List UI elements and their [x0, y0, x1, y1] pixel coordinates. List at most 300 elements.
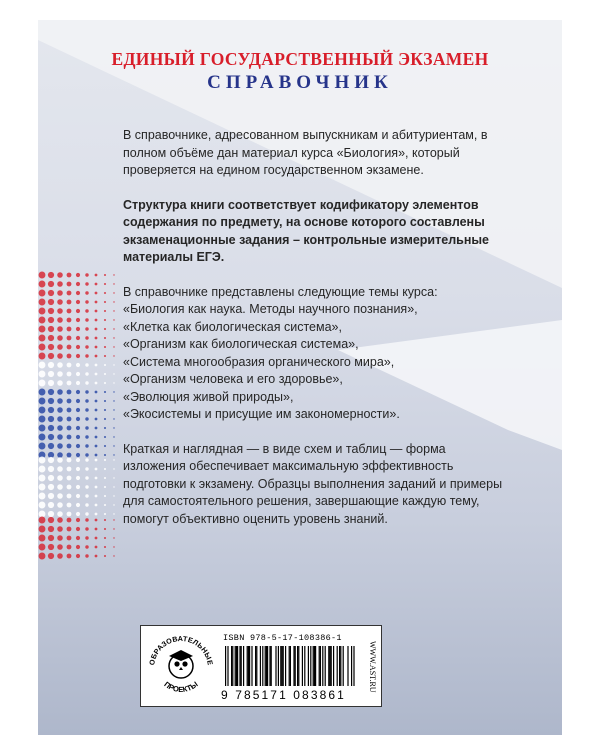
- barcode-bar: [283, 646, 284, 686]
- flag-dot: [113, 495, 114, 496]
- flag-dot: [39, 466, 46, 473]
- barcode-bar: [249, 646, 250, 686]
- flag-dot: [57, 535, 63, 541]
- flag-dot: [67, 494, 72, 499]
- flag-dot: [67, 408, 72, 413]
- flag-dot: [67, 518, 72, 523]
- flag-dot: [85, 467, 88, 470]
- flag-dot: [39, 457, 46, 464]
- flag-dot: [104, 283, 106, 285]
- flag-dot: [113, 409, 114, 410]
- flag-dot: [39, 484, 46, 491]
- flag-dot: [67, 372, 72, 377]
- flag-dot: [39, 371, 46, 378]
- publisher-footer: [140, 625, 382, 707]
- flag-dot: [57, 511, 63, 517]
- flag-dot: [95, 319, 98, 322]
- flag-dot: [39, 425, 46, 432]
- flag-dot: [113, 513, 114, 514]
- flag-dot: [48, 407, 54, 413]
- flag-dot: [104, 418, 106, 420]
- flag-dot: [67, 300, 72, 305]
- annotation-text: [123, 127, 503, 545]
- flag-dot: [67, 485, 72, 490]
- flag-dot: [67, 545, 72, 550]
- flag-dot: [85, 527, 88, 530]
- flag-dot: [95, 283, 98, 286]
- barcode-bar: [266, 646, 267, 686]
- flag-dot: [67, 363, 72, 368]
- flag-dot: [57, 517, 63, 523]
- flag-dot: [113, 528, 114, 529]
- flag-dot: [57, 281, 63, 287]
- barcode-bar: [343, 646, 344, 686]
- flag-dot: [76, 512, 80, 516]
- flag-dot: [95, 436, 98, 439]
- flag-dot: [67, 476, 72, 481]
- flag-dot: [76, 372, 80, 376]
- logo-bottom-text: ПРОЕКТЫ: [162, 679, 200, 695]
- flag-dot: [85, 336, 88, 339]
- barcode-bar: [289, 646, 290, 686]
- flag-dot: [76, 273, 80, 277]
- flag-dot: [39, 502, 46, 509]
- exam-title: ЕДИНЫЙ ГОСУДАРСТВЕННЫЙ ЭКЗАМЕН: [111, 49, 489, 69]
- barcode-digits: 9 785171 083861: [221, 688, 346, 702]
- flag-dot: [76, 417, 80, 421]
- flag-dot: [113, 382, 114, 383]
- barcode-bar: [314, 646, 315, 686]
- flag-dot: [95, 418, 98, 421]
- flag-dot: [57, 272, 63, 278]
- flag-dot: [95, 519, 98, 522]
- flag-dot: [67, 336, 72, 341]
- topics-intro: В справочнике представлены следующие темы курса:: [123, 284, 438, 299]
- barcode-bar: [225, 646, 226, 686]
- flag-dot: [104, 346, 106, 348]
- barcode-bar: [328, 646, 329, 686]
- flag-dot: [76, 282, 80, 286]
- barcode-bar: [329, 646, 330, 686]
- flag-dot: [76, 408, 80, 412]
- flag-dot: [95, 400, 98, 403]
- flag-dot: [113, 400, 114, 401]
- flag-dot: [39, 434, 46, 441]
- barcode-bar: [237, 646, 238, 686]
- barcode-bar: [271, 646, 272, 686]
- barcode-bar: [227, 646, 228, 686]
- barcode-bar: [351, 646, 352, 686]
- flag-dot: [57, 457, 63, 463]
- flag-dot: [57, 335, 63, 341]
- flag-dot: [57, 475, 63, 481]
- flag-dot: [39, 380, 46, 387]
- flag-dot: [85, 494, 88, 497]
- barcode-bar: [347, 646, 348, 686]
- flag-dot: [39, 326, 46, 333]
- flag-dot: [48, 389, 54, 395]
- flag-dot: [85, 512, 88, 515]
- barcode-bar: [313, 646, 314, 686]
- flag-dot: [67, 435, 72, 440]
- flag-dot: [104, 436, 106, 438]
- flag-dot: [76, 494, 80, 498]
- flag-dot: [104, 486, 106, 488]
- flag-dot: [104, 382, 106, 384]
- flag-dot: [104, 292, 106, 294]
- flag-dot: [113, 504, 114, 505]
- flag-dot: [113, 454, 114, 455]
- flag-dot: [104, 445, 106, 447]
- flag-dot: [57, 299, 63, 305]
- flag-dot: [95, 546, 98, 549]
- flag-dot: [39, 290, 46, 297]
- flag-dot: [48, 502, 54, 508]
- topic-item: «Клетка как биологическая система»,: [123, 319, 342, 334]
- flag-dot: [48, 299, 54, 305]
- barcode-bar: [255, 646, 256, 686]
- flag-dot: [104, 355, 106, 357]
- flag-dot: [76, 527, 80, 531]
- flag-dot: [67, 273, 72, 278]
- flag-dot: [104, 373, 106, 375]
- flag-dot: [85, 372, 88, 375]
- flag-dot: [76, 309, 80, 313]
- flag-dot: [67, 345, 72, 350]
- flag-dot: [95, 364, 98, 367]
- flag-dot: [85, 273, 88, 276]
- structure-paragraph: Структура книги соответствует кодификатору элементов содержания по предмету, на основе которого составлены экзаменационные задания – контрольные измерительные материалы ЕГЭ.: [123, 197, 489, 264]
- flag-dot: [85, 291, 88, 294]
- flag-dot: [76, 291, 80, 295]
- flag-dot: [85, 518, 88, 521]
- flag-dot: [39, 526, 46, 533]
- flag-dot: [67, 354, 72, 359]
- flag-dot: [113, 346, 114, 347]
- flag-dot: [57, 425, 63, 431]
- flag-dot: [48, 517, 54, 523]
- barcode-bar: [280, 646, 281, 686]
- flag-dot: [104, 555, 106, 557]
- flag-dot: [48, 544, 54, 550]
- barcode-bar: [248, 646, 249, 686]
- flag-dot: [39, 398, 46, 405]
- logo-top-text: ОБРАЗОВАТЕЛЬНЫЕ: [147, 633, 215, 666]
- barcode-bar: [325, 646, 326, 686]
- flag-dot: [95, 445, 98, 448]
- cover-header: [38, 48, 562, 96]
- flag-dot: [85, 318, 88, 321]
- flag-dot: [104, 546, 106, 548]
- flag-dot: [67, 503, 72, 508]
- flag-dot: [76, 399, 80, 403]
- flag-dot: [76, 318, 80, 322]
- flag-dot: [39, 407, 46, 414]
- flag-dot: [48, 326, 54, 332]
- barcode-bar: [304, 646, 305, 686]
- flag-dot: [76, 476, 80, 480]
- barcode-bar: [319, 646, 320, 686]
- flag-dot: [104, 495, 106, 497]
- flag-dot: [48, 335, 54, 341]
- barcode-bar: [265, 646, 266, 686]
- flag-dot: [76, 467, 80, 471]
- flag-dot: [85, 381, 88, 384]
- flag-dot: [85, 485, 88, 488]
- flag-dot: [104, 274, 106, 276]
- flag-dot: [104, 310, 106, 312]
- barcode-bar: [353, 646, 354, 686]
- barcode-bar: [231, 646, 232, 686]
- publisher-website: WWW.AST.RU: [368, 641, 377, 693]
- flag-dot: [76, 300, 80, 304]
- flag-dot: [39, 493, 46, 500]
- flag-dot: [57, 317, 63, 323]
- flag-dot: [76, 390, 80, 394]
- flag-dot: [57, 344, 63, 350]
- flag-dot: [48, 493, 54, 499]
- flag-dot: [57, 353, 63, 359]
- flag-dot: [39, 517, 46, 524]
- flag-dot: [95, 555, 98, 558]
- flag-dot: [95, 301, 98, 304]
- flag-dot: [48, 457, 54, 463]
- flag-dot: [39, 353, 46, 360]
- flag-dot: [104, 504, 106, 506]
- topic-item: «Система многообразия органического мира»,: [123, 354, 395, 369]
- flag-dot: [113, 546, 114, 547]
- flag-dot: [95, 427, 98, 430]
- flag-dot: [39, 299, 46, 306]
- flag-dot: [95, 495, 98, 498]
- flag-dot: [104, 454, 106, 456]
- topic-item: «Организм человека и его здоровье»,: [123, 372, 343, 386]
- flag-dot: [48, 344, 54, 350]
- barcode-bar: [302, 646, 303, 686]
- flag-dot: [57, 380, 63, 386]
- flag-dot: [95, 328, 98, 331]
- flag-dot: [39, 475, 46, 482]
- flag-dot: [76, 327, 80, 331]
- flag-dot: [76, 345, 80, 349]
- flag-dot: [48, 317, 54, 323]
- flag-dot: [95, 373, 98, 376]
- topic-item: «Экосистемы и присущие им закономерности».: [123, 407, 400, 421]
- barcode-bar: [247, 646, 248, 686]
- flag-dot: [104, 391, 106, 393]
- flag-dot: [85, 453, 88, 456]
- flag-dot: [85, 408, 88, 411]
- flag-dot: [57, 398, 63, 404]
- barcode-bar: [315, 646, 316, 686]
- handbook-title: СПРАВОЧНИК: [207, 72, 393, 93]
- flag-dot: [67, 399, 72, 404]
- flag-dot: [67, 390, 72, 395]
- flag-dot: [39, 308, 46, 315]
- flag-dot: [57, 326, 63, 332]
- barcode: [223, 646, 359, 688]
- flag-dot: [95, 391, 98, 394]
- barcode-bar: [275, 646, 276, 686]
- flag-dot: [113, 427, 114, 428]
- barcode-bar: [260, 646, 261, 686]
- flag-dot: [85, 554, 88, 557]
- barcode-bar: [293, 646, 294, 686]
- flag-dot: [57, 416, 63, 422]
- flag-dot: [85, 345, 88, 348]
- flag-dot: [48, 281, 54, 287]
- flag-dot: [113, 274, 114, 275]
- flag-dot: [113, 355, 114, 356]
- flag-dot: [113, 283, 114, 284]
- barcode-bar: [340, 646, 341, 686]
- flag-dot: [48, 511, 54, 517]
- barcode-bar: [322, 646, 323, 686]
- flag-dot: [48, 443, 54, 449]
- barcode-bar: [333, 646, 334, 686]
- flag-dot: [57, 493, 63, 499]
- flag-dot: [39, 443, 46, 450]
- flag-dot: [85, 503, 88, 506]
- barcode-bar: [239, 646, 240, 686]
- flag-dot: [48, 535, 54, 541]
- flag-dot: [76, 453, 80, 457]
- flag-dot: [85, 327, 88, 330]
- flag-dot: [85, 536, 88, 539]
- flag-dot: [57, 526, 63, 532]
- flag-dot: [67, 444, 72, 449]
- educational-projects-logo: [145, 630, 217, 702]
- flag-dot: [113, 418, 114, 419]
- flag-dot: [85, 363, 88, 366]
- flag-dot: [95, 355, 98, 358]
- flag-dot: [95, 337, 98, 340]
- flag-dot: [85, 426, 88, 429]
- barcode-bar: [267, 646, 268, 686]
- flag-dot: [76, 444, 80, 448]
- flag-dot: [48, 425, 54, 431]
- flag-dot: [113, 364, 114, 365]
- barcode-bar: [308, 646, 309, 686]
- flag-dot: [39, 535, 46, 542]
- flag-dot: [57, 443, 63, 449]
- flag-dot: [85, 458, 88, 461]
- barcode-bar: [232, 646, 233, 686]
- flag-dot: [76, 485, 80, 489]
- barcode-bar: [235, 646, 236, 686]
- flag-dot: [95, 459, 98, 462]
- topic-item: «Эволюция живой природы»,: [123, 389, 294, 404]
- format-paragraph: Краткая и наглядная — в виде схем и таблиц — форма изложения обеспечивает максимальную эффективность подготовки к экзамену. Образцы выполнения заданий и примеры для самостоятельного решения, завершающие каждую тему, помогут объективно оценить уровень знаний.: [123, 441, 503, 526]
- flag-dot: [76, 545, 80, 549]
- barcode-bar: [236, 646, 237, 686]
- flag-dot: [67, 381, 72, 386]
- flag-dot: [104, 468, 106, 470]
- flag-dot: [95, 528, 98, 531]
- flag-dot: [57, 407, 63, 413]
- flag-dot: [95, 477, 98, 480]
- flag-dot: [85, 399, 88, 402]
- flag-dot: [104, 519, 106, 521]
- flag-dot: [67, 291, 72, 296]
- flag-dot: [85, 354, 88, 357]
- flag-dot: [67, 467, 72, 472]
- flag-dot: [104, 537, 106, 539]
- flag-dot: [39, 553, 46, 560]
- flag-dot: [113, 328, 114, 329]
- topic-item: «Организм как биологическая система»,: [123, 337, 359, 351]
- flag-dot: [67, 327, 72, 332]
- flag-dot: [76, 503, 80, 507]
- barcode-bar: [262, 646, 263, 686]
- intro-paragraph: В справочнике, адресованном выпускникам и абитуриентам, в полном объёме дан материал курса «Биология», который проверяется на едином государственном экзамене.: [123, 128, 488, 177]
- flag-dot: [57, 371, 63, 377]
- barcode-bar: [297, 646, 298, 686]
- barcode-bar: [320, 646, 321, 686]
- barcode-bar: [281, 646, 282, 686]
- flag-dot: [39, 362, 46, 369]
- flag-dot: [57, 362, 63, 368]
- flag-dot: [95, 409, 98, 412]
- flag-dot: [95, 382, 98, 385]
- flag-dot: [67, 512, 72, 517]
- isbn-number: ISBN 978-5-17-108386-1: [223, 633, 342, 643]
- flag-dot: [67, 417, 72, 422]
- flag-dot: [113, 537, 114, 538]
- flag-dot: [76, 458, 80, 462]
- barcode-bar: [339, 646, 340, 686]
- flag-dot: [85, 435, 88, 438]
- flag-dot: [76, 518, 80, 522]
- flag-dot: [57, 452, 63, 458]
- flag-dot: [39, 511, 46, 518]
- flag-dot: [57, 389, 63, 395]
- flag-dot: [104, 337, 106, 339]
- flag-dot: [104, 409, 106, 411]
- flag-dot: [57, 434, 63, 440]
- barcode-bar: [278, 646, 279, 686]
- flag-dot: [104, 459, 106, 461]
- flag-dot: [85, 309, 88, 312]
- barcode-bar: [256, 646, 257, 686]
- flag-dot: [67, 282, 72, 287]
- flag-dot: [95, 346, 98, 349]
- flag-dot: [95, 310, 98, 313]
- flag-dot: [113, 445, 114, 446]
- flag-dot: [76, 381, 80, 385]
- flag-dot: [48, 272, 54, 278]
- flag-dot: [48, 353, 54, 359]
- flag-dot: [48, 416, 54, 422]
- flag-dot: [113, 319, 114, 320]
- flag-dot: [67, 527, 72, 532]
- flag-dot: [113, 337, 114, 338]
- flag-dot: [48, 398, 54, 404]
- flag-dot: [67, 309, 72, 314]
- flag-dot: [48, 380, 54, 386]
- flag-dot: [76, 354, 80, 358]
- flag-dot: [76, 336, 80, 340]
- flag-dot: [113, 486, 114, 487]
- flag-dot: [85, 417, 88, 420]
- flag-dot: [57, 544, 63, 550]
- flag-dot: [48, 290, 54, 296]
- flag-dot: [95, 504, 98, 507]
- flag-dot: [95, 486, 98, 489]
- flag-dot: [113, 519, 114, 520]
- flag-dot: [113, 555, 114, 556]
- flag-dot: [48, 371, 54, 377]
